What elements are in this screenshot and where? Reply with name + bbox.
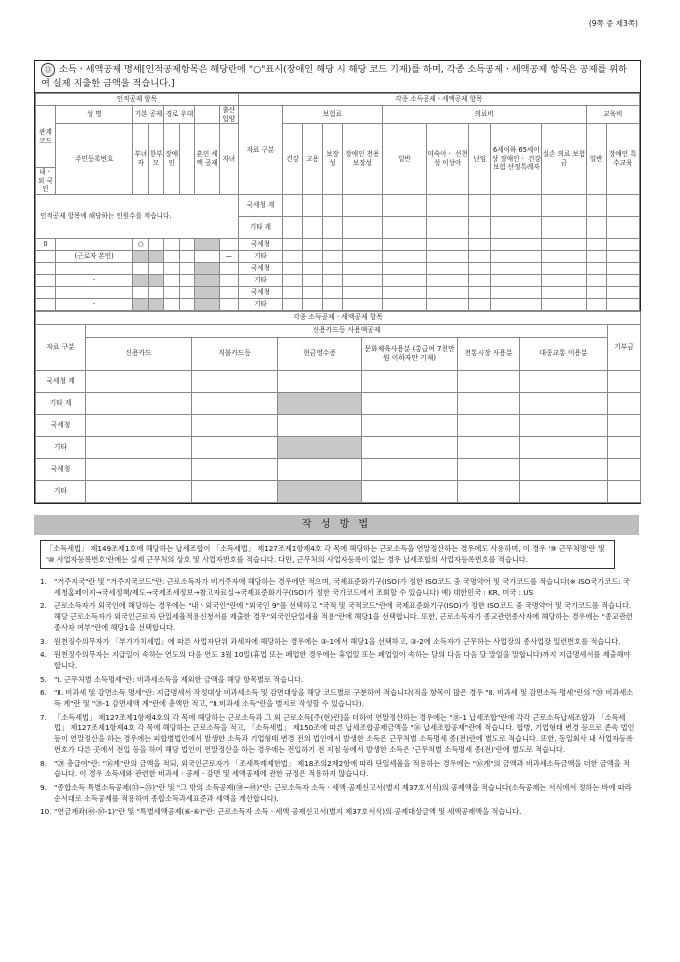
note-text: 근로소득자가 외국인에 해당하는 경우에는 "내ㆍ외국인"란에 "외국인 9"를 선택하고 "국적 및 국적코드"란에 국제표준화기구(ISO)가 정한 ISO코드 중 국명약어 및 국가코드를 적습니다. 해당 근로소득자가 외국인근로자 단일세율적용신청서를 제출한 경우"외국인단일세율 적용"란에 해당1을 선택합니다. 또한, 근로소득자가 종교관련종사자에 해당하는 경우에는 "종교관련종사자 여부"란에 해당1을 선택합니다. [54,601,633,632]
note-number: 3. [40,636,47,646]
col-basic: 기본 공제 [133,106,164,124]
note-text: "연금계좌(㊽-㊿-1)"란 및 "특별세액공제(⑥-⑥)"란: 근로소득자 소득ㆍ세액 공제신고서(별지 제37호서식)의 공제대상금액 및 세액공제액을 적습니다. [54,807,522,817]
deduction-header: 각종 소득공제ㆍ세액공제 항목 [238,94,639,106]
col-children: 자녀 [219,124,238,195]
col-foreign: 내ㆍ외 국인 [36,168,56,195]
col-senior: 경로 우대 [164,106,195,124]
guide-note [40,637,636,648]
row1-code: 0 [36,238,56,250]
card-deduction-table [35,311,641,503]
src-nts-total: 국세청 계 [238,194,282,216]
t2-row-label: 국세청 계 [36,370,86,392]
section-number: ⑬ [41,63,55,77]
col-marriage: 혼인 세액 공제 [195,124,219,195]
src-other-total: 기타 계 [238,216,282,238]
src-nts: 국세청 [238,262,282,274]
note-number: 9. [40,782,47,792]
note-number: 8. [40,758,47,768]
col-transit: 대중교통 이용분 [520,337,608,370]
note-number: 2. [40,601,47,611]
deduction-form-frame [34,60,641,504]
t2-row-label: 국세청 [36,458,86,480]
count-note: 인적공제 항목에 해당하는 인원수를 적습니다. [36,194,239,238]
guide-note [40,601,636,633]
t2-row-label: 기타 [36,480,86,502]
guide-note [40,807,636,818]
col-rrn: 주민등록번호 [55,124,133,195]
guide-note [40,650,636,671]
note-text: 원천징수의무자는 지급일이 속하는 연도의 다음 연도 3월 10일(휴업 또는 폐업한 경우에는 휴업일 또는 폐업일이 속하는 달의 다음 다음 달 말일을 말합니다)까지 지급명세서를 제출해야 합니다. [54,650,631,670]
col-credit: 신용카드 [86,337,192,370]
guide-note [40,713,636,756]
col-relation: 관계 코드 [36,106,56,168]
t2-row-label: 기타 계 [36,392,86,414]
note-number: 7. [40,712,47,722]
note-text: "⑳ 총급여"란: "⑯계"란의 금액을 적되, 외국인근로자가 「조세특례제한법」 제18조의2제2항에 따라 단일세율을 적용하는 경우에는 "⑯계"의 금액과 비과세소득금액을 더한 금액을 적습니다. 이 경우 소득세와 관련한 비과세ㆍ공제ㆍ감면 및 세액공제에 관한 규정은 적용하지 않습니다. [54,758,630,779]
note-text: 「소득세법」 제127조제1항제4호의 각 목에 해당하는 근로소득과 그 외 근로소득[주(현)란]을 더하여 연말정산하는 경우에는 "⑱-1 납세조합"란에 각각 근로소득납세조합과 「소득세법」 제127조제1항제4호 각 목에 해당하는 근로소득을 적고, 「소득세법」 제150조에 따른 납세조합공제금액을 "⑯ 납세조합공제"란에 적습니다. 합병, 기업형태 변경 등으로 존속 법인 등이 연말정산을 하는 경우에는 피합병법인에서 발생한 소득과 기업형태 변경 전의 법인에서 발생한 소득은 근무처별 소득명세 종(전)란에 별도로 적습니다. 또한, 동일회사 내 사업자등록번호가 다른 곳에서 전입 등을 하여 해당 법인이 연말정산을 하는 경우에는 전입하기 전 지점 등에서 발생한 소득은 '근무처별 소득명세 종(전)'란에 별도로 적습니다. [54,712,635,754]
col-birth: 출산 입양 [219,106,238,124]
col-culture: 문화체육사용분 (총급여 7천만원 이하자만 기재) [362,337,458,370]
insurance-header: 보험료 [283,106,383,124]
guide-title: 작 성 방 법 [34,515,639,535]
guide-note [40,783,636,804]
note-number: 1. [40,577,47,586]
col-female: 부녀자 [133,124,149,195]
medical-header: 의료비 [382,106,586,124]
row1-mark: ○ [133,238,149,250]
src-other: 기타 [238,298,282,310]
med-special: 6세이하 65세이상 장애인ㆍ 건강보험 산정특례자 [491,124,542,195]
t2-row-label: 국세청 [36,414,86,436]
guide-note [40,577,636,598]
ins-disabled: 장애인 전용 보장성 [342,124,382,195]
row-dash: - [55,298,133,310]
guide-notes [40,577,636,821]
note-number: 5. [40,674,47,684]
section-title-text: 소득ㆍ세액공제 명세[인적공제항목은 해당란에 "○"표시(장애인 해당 시 해당 코드 기재)를 하며, 각종 소득공제ㆍ세액공제 항목은 공제를 위하여 실제 지출한 금액을 적습니다.] [41,64,628,89]
note-text: 원천징수의무자가 「부가가치세법」에 따른 사업자단위 과세자에 해당하는 경우에는 ③-1에서 해당1을 선택하고, ③-2에 소득자가 근무하는 사업장의 종사업장 일련번호를 적습니다. [54,636,621,646]
guide-note [40,688,636,709]
note-number: 6. [40,688,47,698]
col-donation: 기부금 [608,324,641,370]
src-other: 기타 [238,274,282,286]
note-text: "Ⅱ. 비과세 및 감면소득 명세"란: 지급명세서 작성대상 비과세소득 및 감면대상을 해당 코드별로 구분하여 적습니다(적을 항목이 많은 경우 "Ⅱ. 비과세 및 감면소득 명세"란의 "⑳ 비과세소득 계"란 및 "⑳-1 감면세액 계"란에 총액만 적고, "Ⅱ.비과세 소득"란을 별지로 작성할 수 있습니다). [54,688,634,709]
note-number: 4. [40,650,47,660]
row-dash: - [55,274,133,286]
col-market: 전통시장 사용분 [458,337,520,370]
row1-dash: — [219,250,238,262]
table2-header: 각종 소득공제ㆍ세액공제 항목 [36,311,641,324]
src-nts: 국세청 [238,238,282,250]
education-header: 교육비 [586,106,639,124]
t2-row-label: 기타 [36,436,86,458]
section-title [35,61,640,93]
ins-general: 보장성 [322,124,342,195]
edu-disabled: 장애인 특수교육 [606,124,639,195]
personal-deduction-table [35,93,640,311]
med-insurance: 실손 의료 보험금 [542,124,586,195]
note-text: "종합소득 특별소득공제(㉝~㉟)"란 및 "그 밖의 소득공제(㊳~㊾)"란: 근로소득자 소득ㆍ세액 공제신고서(별지 제37호서식)의 공제액을 적습니다(소득공제는 서식에서 정하는 바에 따라 순서대로 소득공제를 적용하여 종합소득과세표준과 세액을 계산합니다). [54,782,632,803]
col-disabled: 장애인 [164,124,180,195]
ins-health: 건강 [283,124,303,195]
med-general: 일반 [382,124,426,195]
col-single: 한부모 [148,124,164,195]
note-text: "거주지국"란 및 "거주지국코드"란: 근로소득자가 비거주자에 해당하는 경우에만 적으며, 국제표준화기구(ISO)가 정한 ISO코드 중 국명약어 및 국가코드를 적습니다(※ ISO국가코드: 국세청홈페이지→국세정책/제도→국제조세정보→참고자료실→국제표준화기구(ISO)가 정한 국가코드에서 조회할 수 있습니다) 예) 대한민국 : KR, 미국 : US [54,577,630,597]
note-number: 10. [40,807,52,817]
guide-note [40,675,636,686]
src-other: 기타 [238,250,282,262]
src-nts: 국세청 [238,286,282,298]
col-source: 자료 구분 [238,106,282,195]
med-premature: 미숙아ㆍ 선천성 이상아 [427,124,469,195]
guide-note [40,759,636,780]
personal-header: 인적공제 항목 [36,94,239,106]
row1-worker: (근로자 본인) [55,250,133,262]
card-header: 신용카드등 사용액공제 [86,324,608,337]
col-cash: 현금영수증 [278,337,362,370]
edu-general: 일반 [586,124,606,195]
col-debit: 직불카드등 [192,337,278,370]
page-indicator: (9쪽 중 제3쪽) [588,19,638,28]
note-text: "Ⅰ. 근무처별 소득명세"란: 비과세소득을 제외한 금액을 해당 항목별로 적습니다. [54,674,304,684]
col-name: 성 명 [55,106,133,124]
ins-employ: 고용 [303,124,323,195]
med-infertility: 난임 [469,124,491,195]
guide-intro: 「소득세법」 제149조제1호에 해당하는 납세조합이 「소득세법」 제127조제1항제4호 각 목에 해당하는 근로소득을 연말정산하는 경우에도 사용하며, 이 경우 '⑨ 근무처명'란 및 '⑩ 사업자등록번호'란에는 실제 근무처의 상호 및 사업자번호를 적습니다. 다만, 근무처의 사업자등록이 없는 경우 납세조합의 사업자등록번호를 적습니다. [40,540,615,569]
t2-col-source: 자료 구분 [36,324,86,370]
